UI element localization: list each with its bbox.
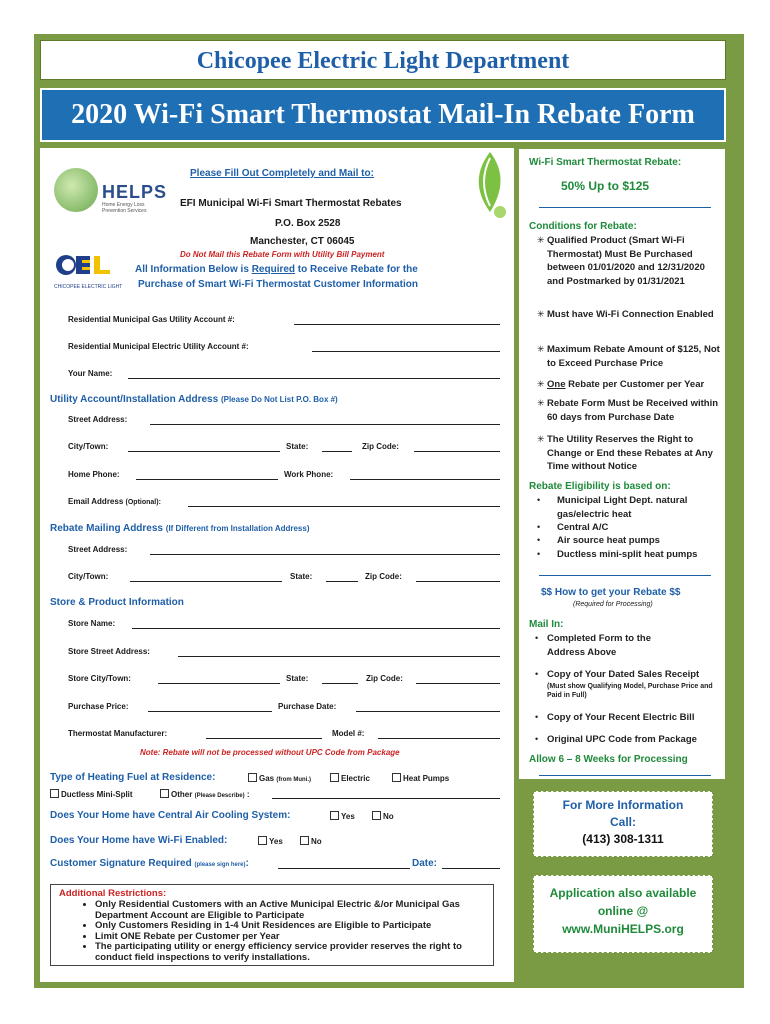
sidebar-divider bbox=[539, 575, 711, 576]
mail-instruction: Please Fill Out Completely and Mail to: bbox=[190, 168, 374, 179]
heating-electric-option[interactable]: Electric bbox=[330, 773, 370, 783]
central-air-no[interactable]: No bbox=[372, 811, 394, 821]
mailing-zip-label: Zip Code: bbox=[365, 572, 402, 581]
receipt-note: (Must show Qualifying Model, Purchase Price and Paid in Full) bbox=[547, 683, 713, 699]
condition-bullet-icon: ✳ bbox=[537, 235, 545, 245]
online-application-box bbox=[533, 875, 713, 953]
restriction-item: • The participating utility or energy efficiency service provider reserves the right to conduct field inspections to verify installations. bbox=[95, 942, 485, 963]
eligibility-item: Air source heat pumps bbox=[557, 535, 660, 546]
mailing-state-field[interactable] bbox=[326, 581, 358, 582]
mailing-state-label: State: bbox=[290, 572, 313, 581]
store-street-field[interactable] bbox=[178, 656, 500, 657]
your-name-label: Your Name: bbox=[68, 369, 113, 378]
helps-logo-text: HELPS bbox=[102, 182, 168, 202]
condition-bullet-icon: ✳ bbox=[537, 379, 545, 389]
install-street-label: Street Address: bbox=[68, 415, 128, 424]
other-checkbox[interactable] bbox=[160, 789, 169, 798]
restrictions-list bbox=[95, 900, 485, 963]
mail-in-step: Original UPC Code from Package bbox=[547, 734, 697, 745]
install-zip-label: Zip Code: bbox=[362, 442, 399, 451]
conditions-title: Conditions for Rebate: bbox=[529, 221, 637, 232]
condition-bullet-icon: ✳ bbox=[537, 344, 545, 354]
purchase-price-label: Purchase Price: bbox=[68, 702, 129, 711]
processing-time: Allow 6 – 8 Weeks for Processing bbox=[529, 754, 688, 765]
install-city-label: City/Town: bbox=[68, 442, 109, 451]
heating-ductless-option[interactable]: Ductless Mini-Split bbox=[50, 789, 133, 799]
store-street-label: Store Street Address: bbox=[68, 647, 150, 656]
heating-other-option[interactable]: Other (Please Describe) : bbox=[160, 789, 250, 799]
gas-account-label: Residential Municipal Gas Utility Account #: bbox=[68, 315, 235, 324]
mail-to-po-box: P.O. Box 2528 bbox=[275, 218, 341, 229]
rebate-title: Wi-Fi Smart Thermostat Rebate: bbox=[529, 157, 682, 168]
website-link[interactable]: www.MuniHELPS.org bbox=[562, 922, 684, 936]
central-air-yes-checkbox[interactable] bbox=[330, 811, 339, 820]
helps-logo-subtext: Home Energy Loss Prevention Services bbox=[102, 202, 147, 214]
date-label: Date: bbox=[412, 858, 438, 869]
mailing-address-heading: Rebate Mailing Address (If Different from Installation Address) bbox=[50, 523, 310, 534]
app-line2: online @ bbox=[597, 904, 649, 918]
heating-gas-option[interactable]: Gas (from Muni.) bbox=[248, 773, 311, 783]
green-leaf-droplet-icon bbox=[470, 150, 510, 220]
eligibility-bullet-icon: • bbox=[537, 495, 541, 505]
eligibility-bullet-icon: • bbox=[537, 535, 541, 545]
mail-in-step: Copy of Your Recent Electric Bill bbox=[547, 712, 695, 723]
mail-to-name: EFI Municipal Wi-Fi Smart Thermostat Rebates bbox=[180, 198, 402, 209]
eligibility-item: Municipal Light Dept. natural gas/electric heat bbox=[557, 495, 688, 520]
contact-phone[interactable]: (413) 308-1311 bbox=[582, 832, 664, 846]
form-title-banner: 2020 Wi-Fi Smart Thermostat Mail-In Rebate Form bbox=[40, 88, 726, 142]
condition-item: Maximum Rebate Amount of $125, Not to Exceed Purchase Price bbox=[547, 344, 720, 369]
helps-house-logo-icon bbox=[54, 168, 98, 212]
restriction-item: • Only Customers Residing in 1-4 Unit Residences are Eligible to Participate bbox=[95, 921, 485, 932]
central-air-yes[interactable]: Yes bbox=[330, 811, 355, 821]
rebate-amount: 50% Up to $125 bbox=[561, 179, 650, 193]
condition-bullet-icon: ✳ bbox=[537, 398, 545, 408]
wifi-no-checkbox[interactable] bbox=[300, 836, 309, 845]
home-phone-label: Home Phone: bbox=[68, 470, 120, 479]
mailing-street-field[interactable] bbox=[150, 554, 500, 555]
organization-title: Chicopee Electric Light Department bbox=[40, 40, 726, 80]
store-name-label: Store Name: bbox=[68, 619, 116, 628]
mail-warning: Do Not Mail this Rebate Form with Utility Bill Payment bbox=[180, 250, 385, 259]
sidebar-divider bbox=[539, 775, 711, 776]
signature-field[interactable] bbox=[278, 868, 410, 869]
more-info-box bbox=[533, 791, 713, 857]
store-city-label: Store City/Town: bbox=[68, 674, 131, 683]
eligibility-item: Ductless mini-split heat pumps bbox=[557, 549, 698, 560]
restriction-item: • Limit ONE Rebate per Customer per Year bbox=[95, 932, 485, 943]
store-state-field[interactable] bbox=[322, 683, 358, 684]
other-fuel-field[interactable] bbox=[272, 798, 500, 799]
manufacturer-label: Thermostat Manufacturer: bbox=[68, 729, 168, 738]
how-to-title: $$ How to get your Rebate $$ bbox=[541, 587, 681, 598]
app-line1: Application also available bbox=[549, 886, 697, 900]
step-bullet-icon: • bbox=[535, 669, 539, 679]
electric-account-label: Residential Municipal Electric Utility Account #: bbox=[68, 342, 249, 351]
mail-in-step: Completed Form to the Address Above bbox=[547, 633, 651, 658]
purchase-date-field[interactable] bbox=[356, 711, 500, 712]
store-zip-label: Zip Code: bbox=[366, 674, 403, 683]
your-name-field[interactable] bbox=[128, 378, 500, 379]
work-phone-label: Work Phone: bbox=[284, 470, 334, 479]
mail-in-title: Mail In: bbox=[529, 619, 564, 630]
how-to-note: (Required for Processing) bbox=[573, 601, 653, 608]
eligibility-bullet-icon: • bbox=[537, 549, 541, 559]
condition-item: Rebate Form Must be Received within 60 days from Purchase Date bbox=[547, 398, 719, 423]
rebate-sidebar bbox=[518, 148, 726, 982]
store-product-heading: Store & Product Information bbox=[50, 597, 184, 608]
ductless-checkbox[interactable] bbox=[50, 789, 59, 798]
date-field[interactable] bbox=[442, 868, 500, 869]
upc-note: Note: Rebate will not be processed without UPC Code from Package bbox=[140, 748, 400, 757]
heating-fuel-label: Type of Heating Fuel at Residence: bbox=[50, 772, 216, 783]
step-bullet-icon: • bbox=[535, 712, 539, 722]
electric-checkbox[interactable] bbox=[330, 773, 339, 782]
heating-heat-pumps-option[interactable]: Heat Pumps bbox=[392, 773, 449, 783]
wifi-yes[interactable]: Yes bbox=[258, 836, 283, 846]
eligibility-bullet-icon: • bbox=[537, 522, 541, 532]
install-state-label: State: bbox=[286, 442, 309, 451]
cel-logo-icon bbox=[54, 254, 116, 284]
purchase-date-label: Purchase Date: bbox=[278, 702, 337, 711]
central-air-no-checkbox[interactable] bbox=[372, 811, 381, 820]
condition-item: Must have Wi-Fi Connection Enabled bbox=[547, 309, 714, 320]
purchase-price-field[interactable] bbox=[148, 711, 272, 712]
install-zip-field[interactable] bbox=[414, 451, 500, 452]
required-notice-line1: All Information Below is Required to Receive Rebate for the bbox=[135, 264, 418, 275]
restriction-item: • Only Residential Customers with an Active Municipal Electric &/or Municipal Gas Department Account are Eligible to Participate bbox=[95, 900, 485, 921]
email-field[interactable] bbox=[188, 506, 500, 507]
condition-item-one: One Rebate per Customer per Year bbox=[547, 379, 705, 390]
store-city-field[interactable] bbox=[158, 683, 280, 684]
mailing-street-label: Street Address: bbox=[68, 545, 128, 554]
mail-in-step: Copy of Your Dated Sales Receipt bbox=[547, 669, 700, 680]
central-air-question: Does Your Home have Central Air Cooling System: bbox=[50, 810, 291, 821]
wifi-yes-checkbox[interactable] bbox=[258, 836, 267, 845]
additional-restrictions-box bbox=[50, 884, 494, 966]
wifi-no[interactable]: No bbox=[300, 836, 322, 846]
model-field[interactable] bbox=[378, 738, 500, 739]
more-info-line1: For More Information bbox=[562, 798, 684, 812]
store-name-field[interactable] bbox=[132, 628, 500, 629]
restrictions-title: Additional Restrictions: bbox=[59, 888, 167, 899]
gas-checkbox[interactable] bbox=[248, 773, 257, 782]
wifi-question: Does Your Home have Wi-Fi Enabled: bbox=[50, 835, 228, 846]
manufacturer-field[interactable] bbox=[206, 738, 322, 739]
step-bullet-icon: • bbox=[535, 633, 539, 643]
mailing-zip-field[interactable] bbox=[416, 581, 500, 582]
store-zip-field[interactable] bbox=[416, 683, 500, 684]
cel-logo-text: CHICOPEE ELECTRIC LIGHT bbox=[54, 284, 123, 290]
step-bullet-icon: • bbox=[535, 734, 539, 744]
model-label: Model #: bbox=[332, 729, 365, 738]
install-state-field[interactable] bbox=[322, 451, 352, 452]
install-street-field[interactable] bbox=[150, 424, 500, 425]
condition-item: The Utility Reserves the Right to Change or End these Rebates at Any Time without Notice bbox=[547, 434, 713, 472]
more-info-line2: Call: bbox=[609, 815, 636, 829]
email-label: Email Address (Optional): bbox=[68, 497, 161, 506]
condition-item: Qualified Product (Smart Wi-Fi Thermostat) Must Be Purchased between 01/01/2020 and 12/31/2020 and Postmarked by 01/31/2021 bbox=[547, 235, 705, 287]
store-state-label: State: bbox=[286, 674, 309, 683]
eligibility-title: Rebate Eligibility is based on: bbox=[529, 481, 671, 492]
install-city-field[interactable] bbox=[128, 451, 280, 452]
install-address-heading: Utility Account/Installation Address (Please Do Not List P.O. Box #) bbox=[50, 394, 338, 405]
mailing-city-label: City/Town: bbox=[68, 572, 109, 581]
heat-pumps-checkbox[interactable] bbox=[392, 773, 401, 782]
form-main-panel bbox=[40, 148, 514, 982]
work-phone-field[interactable] bbox=[350, 479, 500, 480]
condition-bullet-icon: ✳ bbox=[537, 434, 545, 444]
mail-to-city: Manchester, CT 06045 bbox=[250, 236, 355, 247]
electric-account-field[interactable] bbox=[312, 351, 500, 352]
sidebar-divider bbox=[539, 207, 711, 208]
mailing-city-field[interactable] bbox=[130, 581, 282, 582]
home-phone-field[interactable] bbox=[136, 479, 278, 480]
gas-account-field[interactable] bbox=[294, 324, 500, 325]
required-notice-line2: Purchase of Smart Wi-Fi Thermostat Customer Information bbox=[138, 279, 418, 290]
eligibility-item: Central A/C bbox=[557, 522, 609, 533]
signature-label: Customer Signature Required (please sign here): bbox=[50, 858, 249, 869]
condition-bullet-icon: ✳ bbox=[537, 309, 545, 319]
